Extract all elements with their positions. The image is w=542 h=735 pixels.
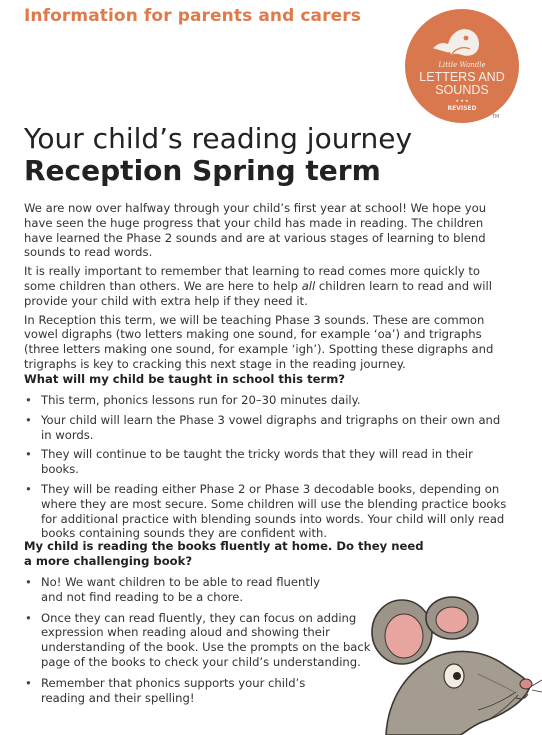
- intro-paragraph-3: In Reception this term, we will be teaching Phase 3 sounds. These are common vowel digraphs (two letters making one sound, for example ‘oa’) and trigraphs (three letters making one sound, for example ‘igh’). Spotting these digraphs and trigraphs is key to cracking this next stage in the reading journey.: [24, 312, 494, 371]
- info-banner: Information for parents and carers: [24, 6, 361, 26]
- mouse-pupil-icon: [453, 672, 461, 680]
- mouse-ear-icon: [372, 600, 432, 664]
- logo-stars: ★ ★ ★: [455, 98, 469, 103]
- intro-text: [24, 201, 514, 376]
- logo-line1: LETTERS AND: [419, 70, 505, 84]
- intro-p2-end: children learn to read and will provide your child with extra help if they need it.: [24, 278, 492, 308]
- logo-small-text: Little Wandle: [438, 61, 486, 69]
- mouse-nose-icon: [520, 679, 532, 689]
- list-item: • They will continue to be taught the tricky words that they will read in their books.: [24, 447, 514, 477]
- section2-heading: My child is reading the books fluently at home. Do they need a more challenging book?: [24, 539, 424, 568]
- mouse-ear-icon: [426, 597, 478, 639]
- logo-revised: REVISED: [447, 105, 477, 112]
- section1-heading: What will my child be taught in school this term?: [24, 372, 346, 386]
- intro-p2-emphasis: all: [301, 278, 316, 293]
- intro-paragraph-1: We are now over halfway through your child’s first year at school! We hope you have seen the huge progress that your child has made in reading. The children have learned the Phase 2 sounds and are at various stages of learning to blend sounds to read words.: [24, 201, 487, 260]
- list-item: • Once they can read fluently, they can focus on adding expression when reading aloud and showing their understanding of the book. Use the prompts on the back page of the books to check your child’s understanding.: [24, 611, 371, 670]
- page-title-line1: Your child’s reading journey: [24, 122, 413, 155]
- section2-list: [24, 575, 424, 705]
- list-item: • This term, phonics lessons run for 20–30 minutes daily.: [24, 393, 514, 408]
- section-challenging-book: [24, 539, 424, 711]
- intro-p2-start: It is really important to remember that learning to read comes more quickly to some children than others. We are here to help: [24, 264, 481, 293]
- list-item: • Your child will learn the Phase 3 vowel digraphs and trigraphs on their own and in words.: [24, 413, 514, 443]
- list-item: • They will be reading either Phase 2 or Phase 3 decodable books, depending on where they are most secure. Some children will use the blending practice books for additional practice with blending sounds into words. Your child will only read books containing sounds they are confident with.: [24, 482, 514, 541]
- list-item: • Remember that phonics supports your child’s reading and their spelling!: [24, 676, 351, 706]
- list-item: • No! We want children to be able to read fluently and not find reading to be a chore.: [24, 575, 341, 605]
- trademark-mark: TM: [492, 114, 500, 120]
- section1-list: [24, 393, 514, 541]
- page-title-line2: Reception Spring term: [24, 154, 381, 187]
- logo-line2: SOUNDS: [435, 83, 489, 97]
- mouse-illustration: [366, 596, 542, 735]
- letters-and-sounds-logo: [404, 8, 520, 124]
- section-taught-this-term: [24, 372, 514, 546]
- intro-paragraph-2: [24, 264, 514, 308]
